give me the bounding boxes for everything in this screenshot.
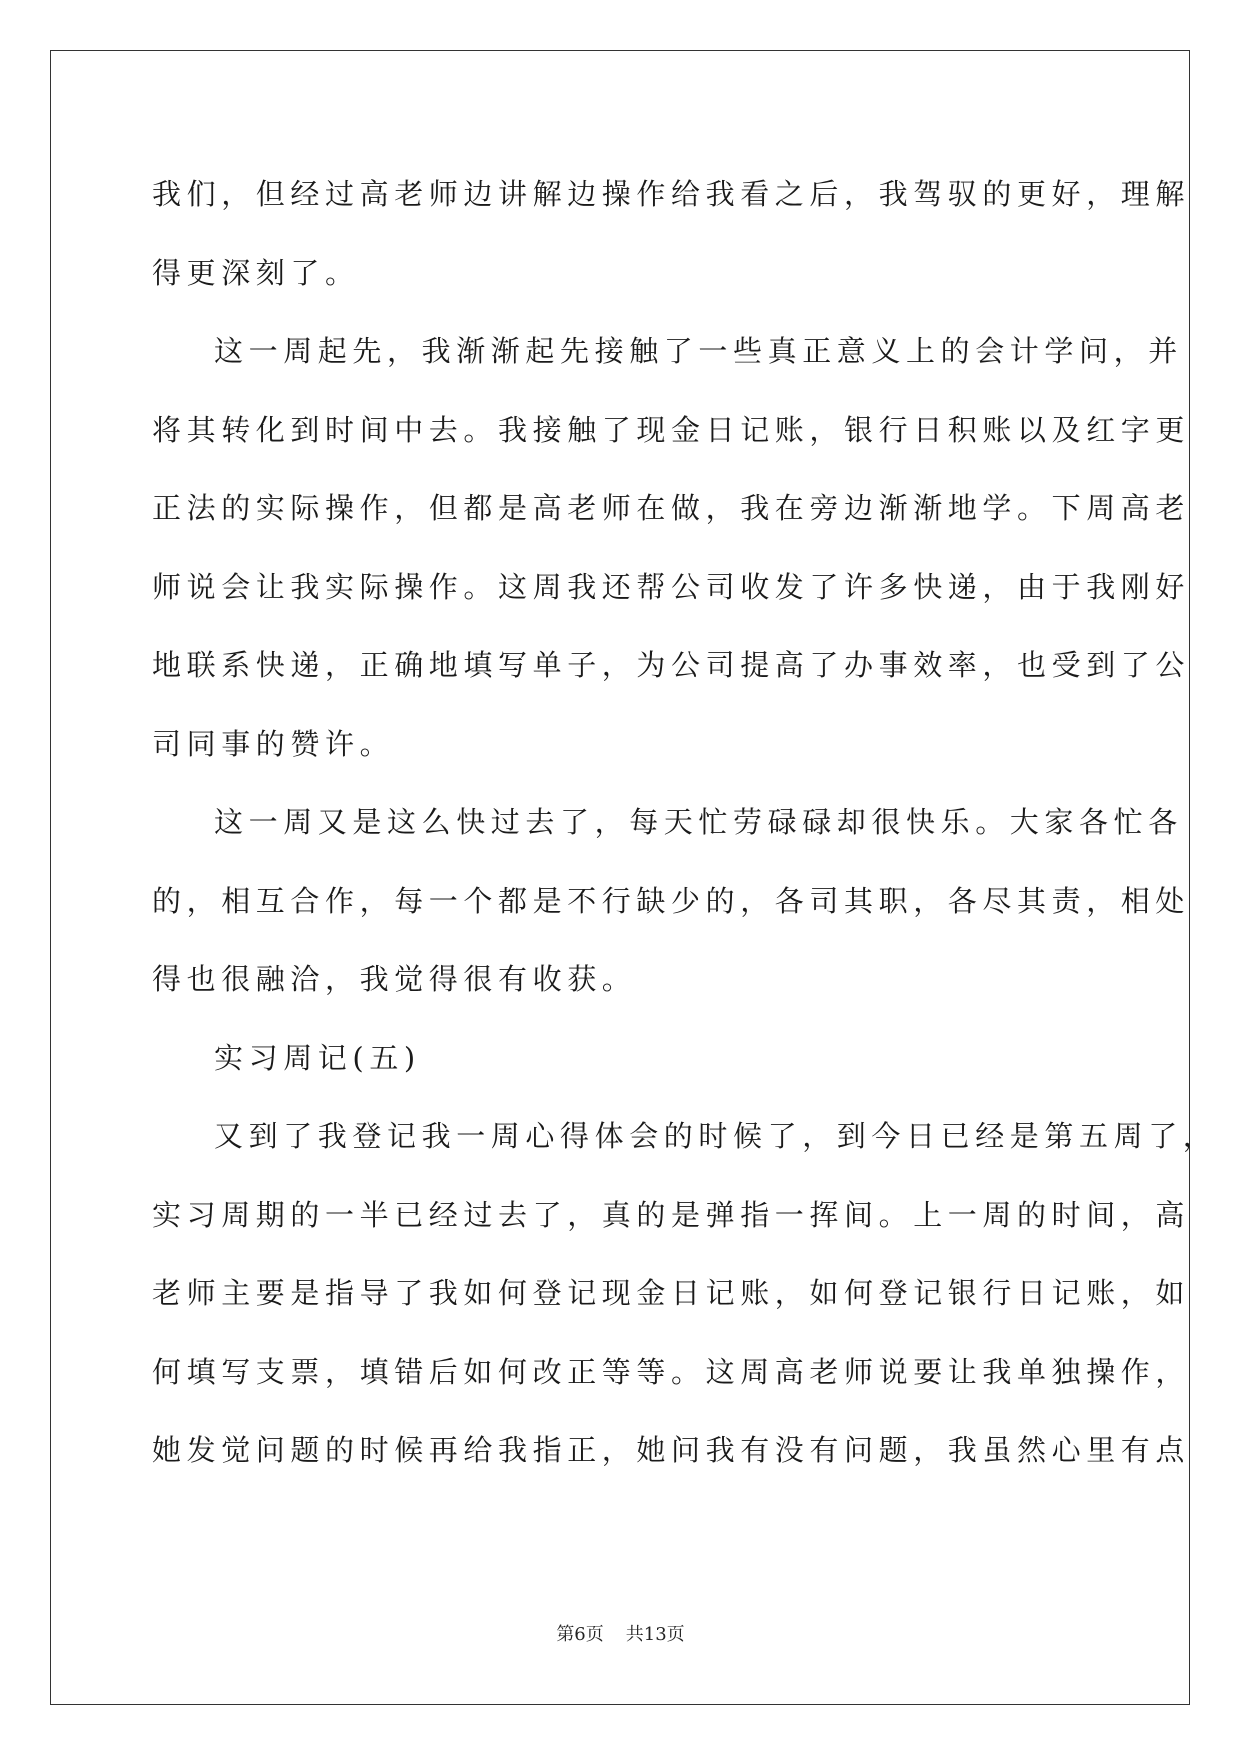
text-line-9: 这一周又是这么快过去了，每天忙劳碌碌却很快乐。大家各忙各 (214, 805, 1183, 839)
page-footer (0, 1620, 1241, 1646)
text-line-3: 这一周起先，我渐渐起先接触了一些真正意义上的会计学问，并 (214, 334, 1183, 368)
document-body (152, 155, 1218, 1490)
text-line-7: 地联系快递，正确地填写单子，为公司提高了办事效率，也受到了公 (152, 648, 1191, 682)
text-line-5: 正法的实际操作，但都是高老师在做，我在旁边渐渐地学。下周高老 (152, 491, 1191, 525)
text-line-2: 得更深刻了。 (152, 255, 360, 290)
section-heading: 实习周记(五) (214, 1040, 421, 1075)
text-line-14: 实习周期的一半已经过去了，真的是弹指一挥间。上一周的时间，高 (152, 1197, 1191, 1232)
text-line-15: 老师主要是指导了我如何登记现金日记账，如何登记银行日记账，如 (152, 1276, 1191, 1310)
page-total: 共13页 (625, 1624, 685, 1645)
text-line-16: 何填写支票，填错后如何改正等等。这周高老师说要让我单独操作， (152, 1354, 1191, 1389)
page-number: 第6页 (556, 1624, 604, 1645)
text-line-1: 我们，但经过高老师边讲解边操作给我看之后，我驾驭的更好，理解 (152, 177, 1191, 211)
text-line-17: 她发觉问题的时候再给我指正，她问我有没有问题，我虽然心里有点 (152, 1433, 1191, 1467)
text-line-6: 师说会让我实际操作。这周我还帮公司收发了许多快递，由于我刚好 (152, 569, 1191, 604)
text-line-11: 得也很融洽，我觉得很有收获。 (152, 962, 637, 996)
text-line-13: 又到了我登记我一周心得体会的时候了，到今日已经是第五周了， (214, 1119, 1218, 1153)
text-line-10: 的，相互合作，每一个都是不行缺少的，各司其职，各尽其责，相处 (152, 883, 1191, 918)
text-line-8: 司同事的赞许。 (152, 726, 395, 761)
text-line-4: 将其转化到时间中去。我接触了现金日记账，银行日积账以及红字更 (152, 412, 1191, 447)
